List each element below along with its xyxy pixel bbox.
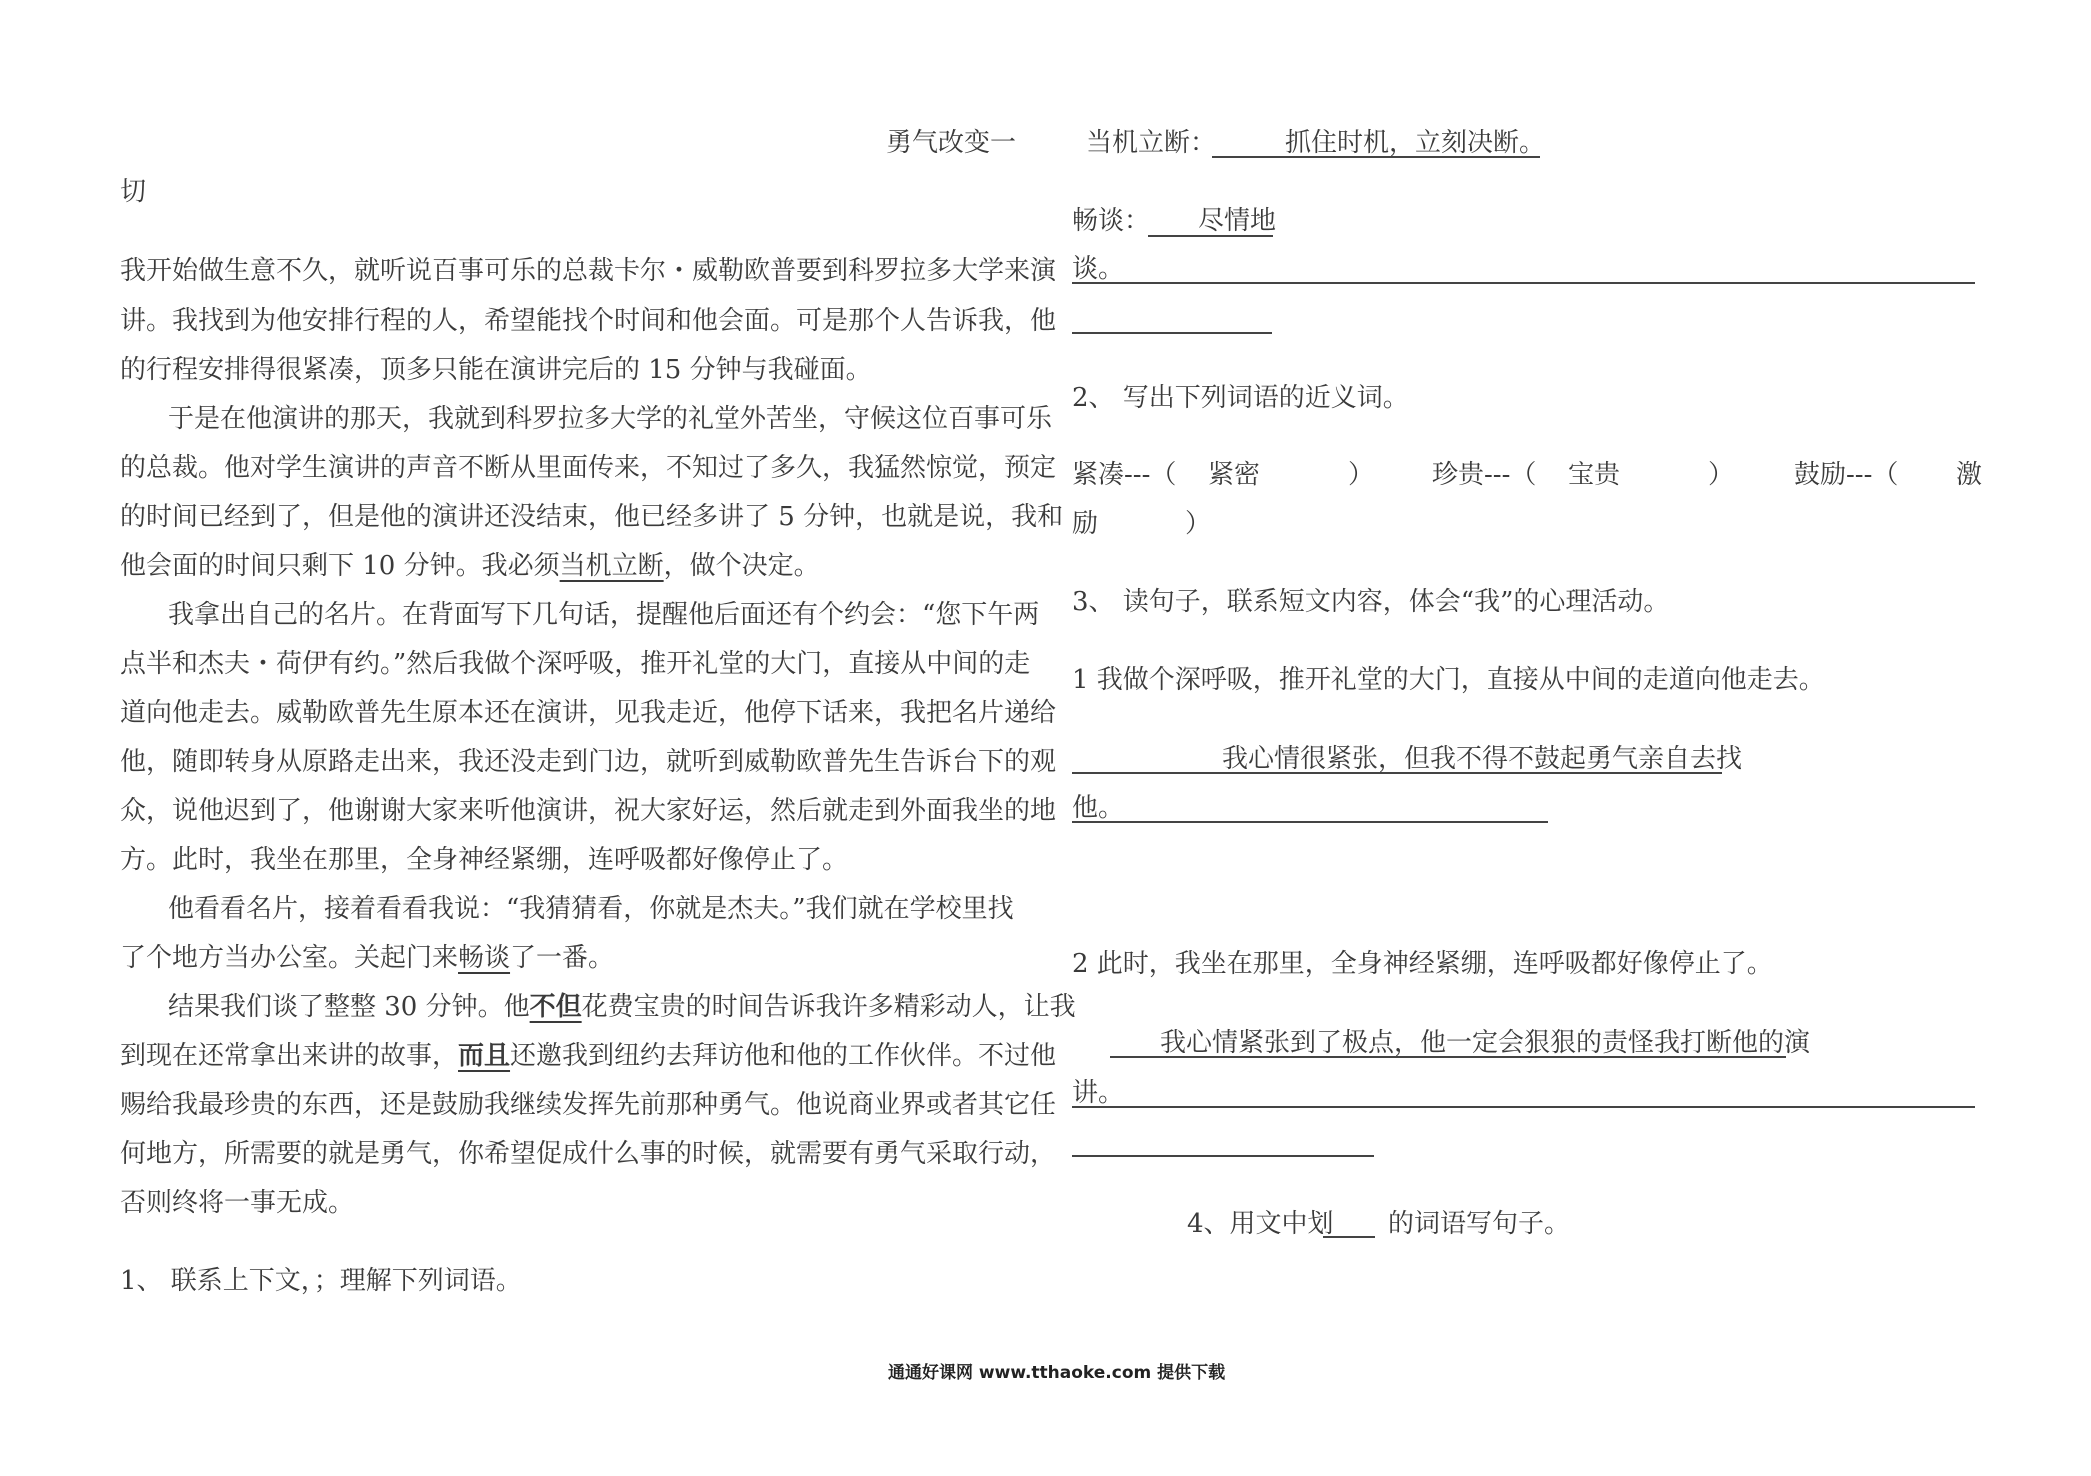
paragraph-5-line-3: 赐给我最珍贵的东西，还是鼓励我继续发挥先前那种勇气。他说商业界或者其它任 xyxy=(120,1090,1057,1120)
text-segment: 了一番。 xyxy=(510,943,615,973)
q1-item1-answer: 抓住时机，立刻决断。 xyxy=(1285,128,1546,158)
paragraph-5-line-5: 否则终将一事无成。 xyxy=(120,1188,355,1218)
paragraph-1-line-1: 我开始做生意不久，就听说百事可乐的总裁卡尔・威勒欧普要到科罗拉多大学来演 xyxy=(120,256,1057,286)
q1-item2-answer-cont: 谈。 xyxy=(1072,254,1125,284)
paragraph-2-line-4 xyxy=(120,551,820,581)
paragraph-3-line-1: 我拿出自己的名片。在背面写下几句话，提醒他后面还有个约会：“您下午两 xyxy=(168,600,1040,630)
story-title-part1: 勇气改变一 xyxy=(886,128,1017,158)
q2-word-2: 珍贵---（ xyxy=(1432,460,1537,490)
paragraph-3-line-2: 点半和杰夫・荷伊有约。”然后我做个深呼吸，推开礼堂的大门，直接从中间的走 xyxy=(120,649,1031,679)
q3-sentence-2: 2 此时，我坐在那里，全身神经紧绷，连呼吸都好像停止了。 xyxy=(1072,949,1773,979)
paragraph-4-line-2 xyxy=(120,943,614,973)
paragraph-3-line-4: 他，随即转身从原路走出来，我还没走到门边，就听到威勒欧普先生告诉台下的观 xyxy=(120,747,1057,777)
q2-word-3: 鼓励---（ xyxy=(1794,460,1899,490)
q2-word-1: 紧凑---（ xyxy=(1072,460,1177,490)
q3-answer-2: 我心情紧张到了极点，他一定会狠狠的责怪我打断他的演 xyxy=(1160,1028,1811,1058)
paragraph-3-line-6: 方。此时，我坐在那里，全身神经紧绷，连呼吸都好像停止了。 xyxy=(120,845,849,875)
q3-sentence-1: 1 我做个深呼吸，推开礼堂的大门，直接从中间的走道向他走去。 xyxy=(1072,665,1825,695)
text-segment: 花费宝贵的时间告诉我许多精彩动人，让我 xyxy=(581,992,1076,1022)
paragraph-5-line-4: 何地方，所需要的就是勇气，你希望促成什么事的时候，就需要有勇气采取行动， xyxy=(120,1139,1057,1169)
question-4-prompt-end: 的词语写句子。 xyxy=(1388,1209,1571,1239)
text-segment: 到现在还常拿出来讲的故事， xyxy=(120,1041,459,1071)
q3-answer-1: 我心情很紧张，但我不得不鼓起勇气亲自去找 xyxy=(1222,744,1743,774)
marked-word-changtan: 畅谈 xyxy=(458,943,511,973)
text-segment: 结果我们谈了整整 30 分钟。他 xyxy=(168,992,530,1022)
q1-item2-label: 畅谈： xyxy=(1072,206,1151,236)
q1-item2-answer: 尽情地 xyxy=(1198,206,1277,236)
q2-answer-3-part2: 励 xyxy=(1072,509,1099,539)
paragraph-1-line-2: 讲。我找到为他安排行程的人，希望能找个时间和他会面。可是那个人告诉我，他 xyxy=(120,306,1057,336)
q3-answer-1-line-2 xyxy=(1072,821,1548,823)
story-title-part2: 切 xyxy=(120,177,147,207)
paragraph-3-line-3: 道向他走去。威勒欧普先生原本还在演讲，见我走近，他停下话来，我把名片递给 xyxy=(120,698,1057,728)
paragraph-1-line-3: 的行程安排得很紧凑，顶多只能在演讲完后的 15 分钟与我碰面。 xyxy=(120,355,872,385)
q4-underline-sample xyxy=(1323,1236,1375,1238)
q2-answer-1: 紧密 xyxy=(1208,460,1261,490)
page-footer: 通通好课网 www.tthaoke.com 提供下载 xyxy=(888,1363,1226,1383)
paragraph-2-line-1: 于是在他演讲的那天，我就到科罗拉多大学的礼堂外苦坐，守候这位百事可乐 xyxy=(168,404,1053,434)
paragraph-5-line-1 xyxy=(168,992,1076,1022)
q3-answer-2-line-2 xyxy=(1072,1106,1975,1108)
question-3-prompt: 3、 读句子，联系短文内容，体会“我”的心理活动。 xyxy=(1072,587,1670,617)
text-segment: 了个地方当办公室。关起门来 xyxy=(120,943,459,973)
q2-answer-2: 宝贵 xyxy=(1568,460,1621,490)
marked-word-dangjilidan: 当机立断 xyxy=(559,551,664,581)
marked-word-erqie: 而且 xyxy=(458,1041,511,1071)
text-segment: ，做个决定。 xyxy=(663,551,820,581)
paragraph-2-line-2: 的总裁。他对学生演讲的声音不断从里面传来，不知过了多久，我猛然惊觉，预定 xyxy=(120,453,1057,483)
q1-item1-label: 当机立断： xyxy=(1086,128,1217,158)
question-4-prompt-start: 4、用文中划 xyxy=(1187,1209,1334,1239)
q1-item2-line-2 xyxy=(1072,282,1975,284)
question-2-prompt: 2、 写出下列词语的近义词。 xyxy=(1072,383,1409,413)
text-segment: 还邀我到纽约去拜访他和他的工作伙伴。不过他 xyxy=(510,1041,1057,1071)
q2-close-1: ） xyxy=(1348,460,1375,490)
text-segment: 他会面的时间只剩下 10 分钟。我必须 xyxy=(120,551,560,581)
q2-close-3: ） xyxy=(1185,509,1212,539)
paragraph-2-line-3: 的时间已经到了，但是他的演讲还没结束，他已经多讲了 5 分钟，也就是说，我和 xyxy=(120,502,1064,532)
q3-answer-2-line-3 xyxy=(1072,1155,1374,1157)
q1-item2-line-3 xyxy=(1072,332,1272,334)
marked-word-budan: 不但 xyxy=(529,992,582,1022)
q2-close-2: ） xyxy=(1708,460,1735,490)
q3-answer-1-cont: 他。 xyxy=(1072,793,1125,823)
q2-answer-3-part1: 激 xyxy=(1956,460,1983,490)
paragraph-3-line-5: 众，说他迟到了，他谢谢大家来听他演讲，祝大家好运，然后就走到外面我坐的地 xyxy=(120,796,1057,826)
question-1-prompt: 1、 联系上下文，；理解下列词语。 xyxy=(120,1266,522,1296)
paragraph-4-line-1: 他看看名片，接着看看我说：“我猜猜看，你就是杰夫。”我们就在学校里找 xyxy=(168,894,1014,924)
q3-answer-2-cont: 讲。 xyxy=(1072,1078,1125,1108)
paragraph-5-line-2 xyxy=(120,1041,1056,1071)
